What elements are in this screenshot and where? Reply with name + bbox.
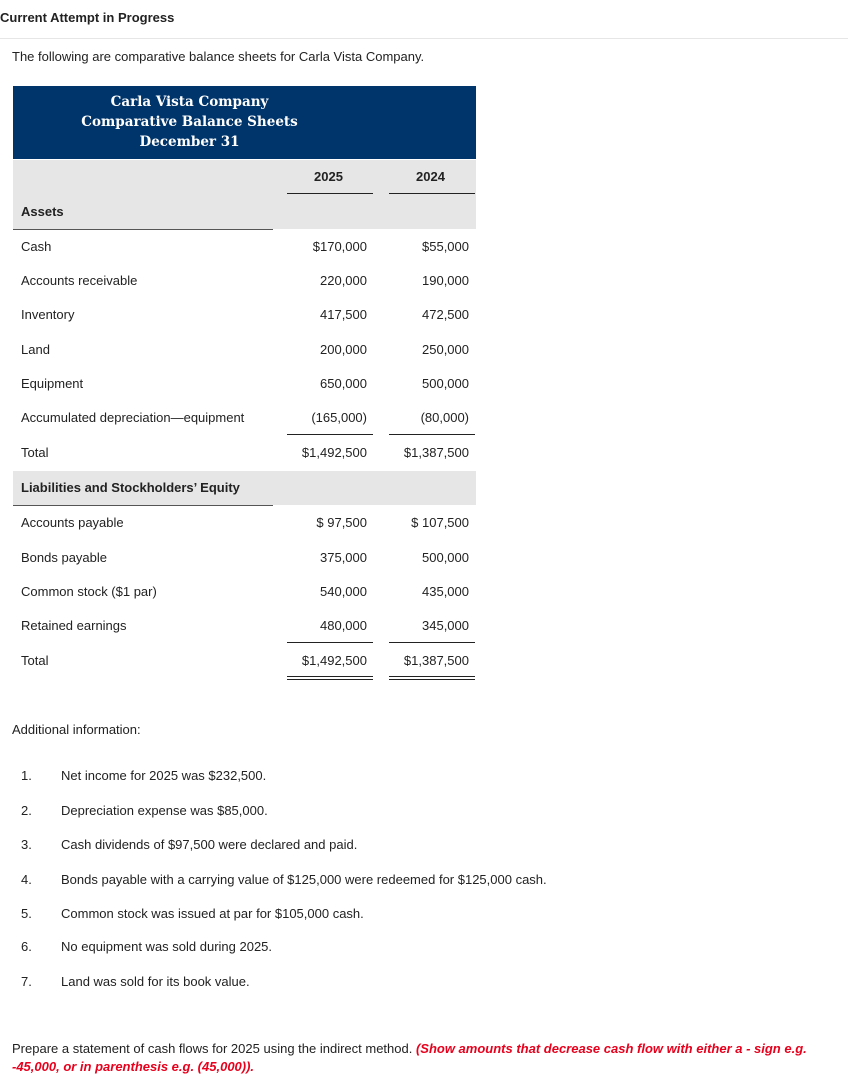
item-number: 1. [21,768,32,783]
row-label-equipment: Equipment [21,376,84,391]
equipment-2025: 650,000 [320,376,367,391]
cash-2025: $170,000 [312,239,367,254]
accum-dep-2025: (165,000) [311,410,367,425]
assets-heading: Assets [21,204,64,219]
inventory-2024: 472,500 [422,307,469,322]
item-text: Cash dividends of $97,500 were declared and paid. [61,837,358,852]
company-name: Carla Vista Company [110,94,269,110]
ap-2024: $ 107,500 [411,515,469,530]
double-underline [389,676,475,680]
assets-total-2025: $1,492,500 [301,445,367,460]
item-number: 4. [21,872,32,887]
row-label-accum-dep: Accumulated depreciation—equipment [21,410,245,425]
ap-2025: $ 97,500 [316,515,367,530]
subtotal-line [389,642,475,643]
row-label-ar: Accounts receivable [21,273,138,288]
row-label-inventory: Inventory [21,307,75,322]
statement-title: Comparative Balance Sheets [81,114,298,130]
row-label-common-stock: Common stock ($1 par) [21,584,157,599]
row-label-liab-total: Total [21,653,49,668]
item-text: Bonds payable with a carrying value of $125,000 were redeemed for $125,000 cash. [61,872,547,887]
statement-date: December 31 [139,134,240,150]
col-2025-underline [287,193,373,194]
assets-total-2024: $1,387,500 [403,445,469,460]
item-text: No equipment was sold during 2025. [61,939,273,954]
col-2024-underline [389,193,475,194]
common-stock-2025: 540,000 [320,584,367,599]
liabilities-heading: Liabilities and Stockholders’ Equity [21,480,240,495]
cash-2024: $55,000 [422,239,469,254]
equipment-2024: 500,000 [422,376,469,391]
balance-sheet-header [13,86,476,159]
double-underline [287,676,373,680]
land-2024: 250,000 [422,342,469,357]
ar-2025: 220,000 [320,273,367,288]
item-number: 3. [21,837,32,852]
divider [0,38,848,39]
retained-2025: 480,000 [320,618,367,633]
bonds-2024: 500,000 [422,550,469,565]
instruction-main: Prepare a statement of cash flows for 2025 using the indirect method. [12,1041,416,1056]
attempt-status: Current Attempt in Progress [0,10,175,25]
ar-2024: 190,000 [422,273,469,288]
item-number: 7. [21,974,32,989]
item-text: Depreciation expense was $85,000. [61,803,268,818]
subtotal-line [389,434,475,435]
row-label-ap: Accounts payable [21,515,124,530]
item-number: 5. [21,906,32,921]
col-2024-header: 2024 [416,169,445,184]
instruction-note: (Show amounts that decrease cash flow with either a - sign e.g. -45,000, or in parenthesis e.g. (45,000)). [12,1041,807,1074]
additional-info-heading: Additional information: [12,722,141,737]
retained-2024: 345,000 [422,618,469,633]
liabilities-heading-line [13,505,273,506]
liab-total-2025: $1,492,500 [301,653,367,668]
subtotal-line [287,642,373,643]
item-text: Net income for 2025 was $232,500. [61,768,267,783]
item-text: Land was sold for its book value. [61,974,250,989]
row-label-assets-total: Total [21,445,49,460]
item-text: Common stock was issued at par for $105,000 cash. [61,906,364,921]
row-label-land: Land [21,342,50,357]
inventory-2025: 417,500 [320,307,367,322]
assets-heading-line [13,229,273,230]
liab-total-2024: $1,387,500 [403,653,469,668]
land-2025: 200,000 [320,342,367,357]
column-header-band [13,160,476,229]
accum-dep-2024: (80,000) [420,410,469,425]
item-number: 6. [21,939,32,954]
bonds-2025: 375,000 [320,550,367,565]
col-2025-header: 2025 [314,169,343,184]
intro-text: The following are comparative balance sheets for Carla Vista Company. [12,49,425,64]
row-label-bonds: Bonds payable [21,550,108,565]
instruction-text [12,1040,832,1076]
subtotal-line [287,434,373,435]
row-label-cash: Cash [21,239,52,254]
common-stock-2024: 435,000 [422,584,469,599]
item-number: 2. [21,803,32,818]
row-label-retained: Retained earnings [21,618,127,633]
